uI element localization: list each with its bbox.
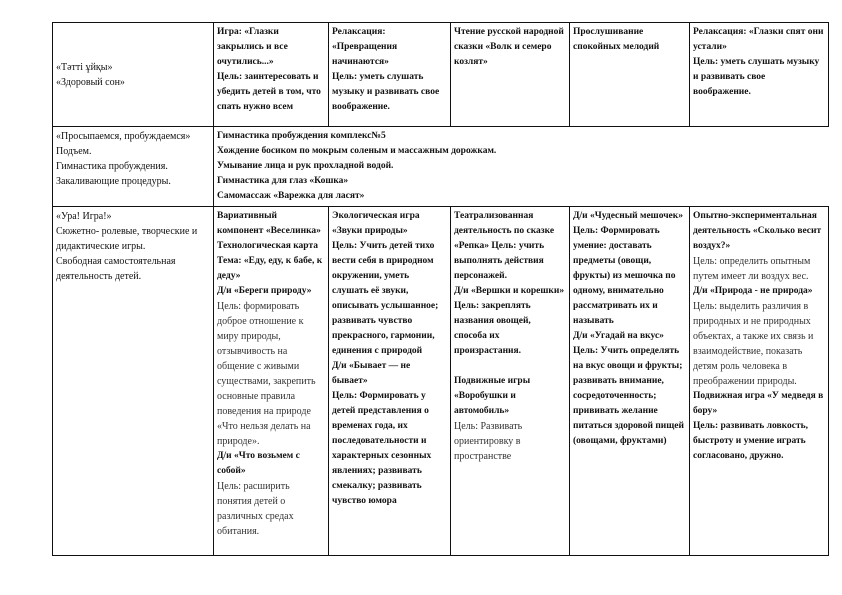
cell-paragraph: Цель: развивать ловкость, быстроту и умение играть согласовано, дружно.: [693, 421, 809, 461]
activity-cell: [214, 23, 329, 127]
cell-paragraph: Цель: заинтересовать и убедить детей в том, что спать нужно всем: [217, 72, 321, 112]
gymnastics-cell: [214, 127, 829, 207]
cell-paragraph: «Ура! Игра!»: [56, 211, 112, 222]
cell-paragraph: Релаксация: «Глазки спят они устали»: [693, 27, 824, 52]
table-row: [53, 207, 829, 556]
cell-paragraph: Сюжетно- ролевые, творческие и дидактические игры.: [56, 226, 198, 252]
activity-cell: [690, 23, 829, 127]
cell-paragraph: «Тәтті ұйқы»: [56, 61, 113, 73]
cell-paragraph: Цель: уметь слушать музыку и развивать свое воображение.: [693, 57, 820, 97]
cell-paragraph: Самомассаж «Варежка для ласят»: [217, 191, 365, 201]
activity-cell: [329, 207, 451, 556]
row-title-cell: [53, 127, 214, 207]
activity-cell: [451, 207, 570, 556]
cell-paragraph: Д/и «Береги природу»: [217, 286, 312, 296]
cell-paragraph: Д/и «Вершки и корешки»: [454, 286, 565, 296]
schedule-table: [52, 22, 829, 556]
cell-paragraph: Прослушивание спокойных мелодий: [573, 27, 660, 52]
row-title-cell: [53, 23, 214, 127]
cell-paragraph: Театрализованная деятельность по сказке «Репка» Цель: учить выполнять действия персонажей.: [454, 211, 555, 281]
cell-paragraph: Цель: определить опытным путем имеет ли воздух вес.: [693, 256, 811, 282]
row-title-cell: [53, 207, 214, 556]
cell-paragraph: Умывание лица и рук прохладной водой.: [217, 161, 394, 171]
cell-paragraph: Д/и «Что возьмем с собой»: [217, 451, 300, 476]
cell-paragraph: Хождение босиком по мокрым соленым и массажным дорожкам.: [217, 146, 497, 156]
cell-paragraph: Подвижная игра «У медведя в бору»: [693, 391, 824, 416]
cell-paragraph: Гимнастика для глаз «Кошка»: [217, 176, 349, 186]
cell-paragraph: Цель: закреплять названия овощей, способа их произрастания.: [454, 301, 531, 356]
cell-paragraph: Чтение русской народной сказки «Волк и семеро козлят»: [454, 27, 564, 67]
table-row: [53, 127, 829, 207]
activity-cell: [570, 207, 690, 556]
cell-paragraph: Тема: «Еду, еду, к бабе, к деду»: [217, 256, 323, 281]
cell-paragraph: [454, 359, 566, 374]
cell-paragraph: Вариативный компонент «Веселинка»: [217, 211, 321, 236]
cell-paragraph: Цель: Учить определять на вкус овощи и фрукты; развивать внимание, сосредоточенность; прививать желание питаться здоровой пищей (овощами, фруктами): [573, 346, 684, 446]
cell-paragraph: Цель: выделить различия в природных и не природных объектах, а также их связь и взаимодействие, показать детям роль человека в преображении природы.: [693, 301, 814, 387]
cell-paragraph: Закаливающие процедуры.: [56, 176, 171, 187]
cell-paragraph: Опытно-экспериментальная деятельность «Сколько весит воздух?»: [693, 211, 822, 251]
cell-paragraph: Подъем.: [56, 146, 92, 157]
cell-paragraph: «Просыпаемся, пробуждаемся»: [56, 131, 191, 142]
cell-paragraph: Технологическая карта: [217, 241, 318, 251]
cell-paragraph: Цель: формировать доброе отношение к миру природы, отзывчивость на общение с живыми существами, закрепить основные правила поведения на природе «Что нельзя делать на природе».: [217, 301, 316, 447]
table-row: [53, 23, 829, 127]
cell-paragraph: Цель: уметь слушать музыку и развивать свое воображение.: [332, 72, 440, 112]
activity-cell: [214, 207, 329, 556]
cell-paragraph: Подвижные игры «Воробушки и автомобиль»: [454, 376, 531, 416]
activity-cell: [570, 23, 690, 127]
cell-paragraph: Экологическая игра «Звуки природы»: [332, 211, 420, 236]
cell-paragraph: Релаксация: «Превращения начинаются»: [332, 27, 398, 67]
cell-paragraph: Д/и «Чудесный мешочек»: [573, 211, 684, 221]
cell-paragraph: Свободная самостоятельная деятельность детей.: [56, 256, 176, 282]
cell-paragraph: Гимнастика пробуждения комплекс№5: [217, 131, 386, 141]
activity-cell: [329, 23, 451, 127]
cell-paragraph: Гимнастика пробуждения.: [56, 161, 168, 172]
cell-paragraph: Цель: расширить понятия детей о различных средах обитания.: [217, 481, 294, 537]
cell-paragraph: Игра: «Глазки закрылись и все очутились...»: [217, 27, 288, 67]
cell-paragraph: Цель: Развивать ориентировку в пространстве: [454, 421, 523, 462]
activity-cell: [690, 207, 829, 556]
cell-paragraph: Д/и «Бывает — не бывает»: [332, 361, 411, 386]
cell-paragraph: Цель: Учить детей тихо вести себя в природном окружении, уметь слушать её звуки, описывать услышанное; развивать чувство прекрасного, гармонии, единения с природой: [332, 241, 439, 356]
cell-paragraph: Д/и «Природа - не природа»: [693, 286, 813, 296]
cell-paragraph: Д/и «Угадай на вкус»: [573, 331, 664, 341]
activity-cell: [451, 23, 570, 127]
cell-paragraph: Цель: Формировать умение: доставать предметы (овощи, фрукты) из мешочка по одному, внимательно рассматривать их и называть: [573, 226, 676, 326]
cell-paragraph: Цель: Формировать у детей представления о временах года, их последовательности и характерных сезонных явлениях; развивать смекалку; развивать чувство юмора: [332, 391, 432, 506]
cell-paragraph: «Здоровый сон»: [56, 76, 125, 88]
